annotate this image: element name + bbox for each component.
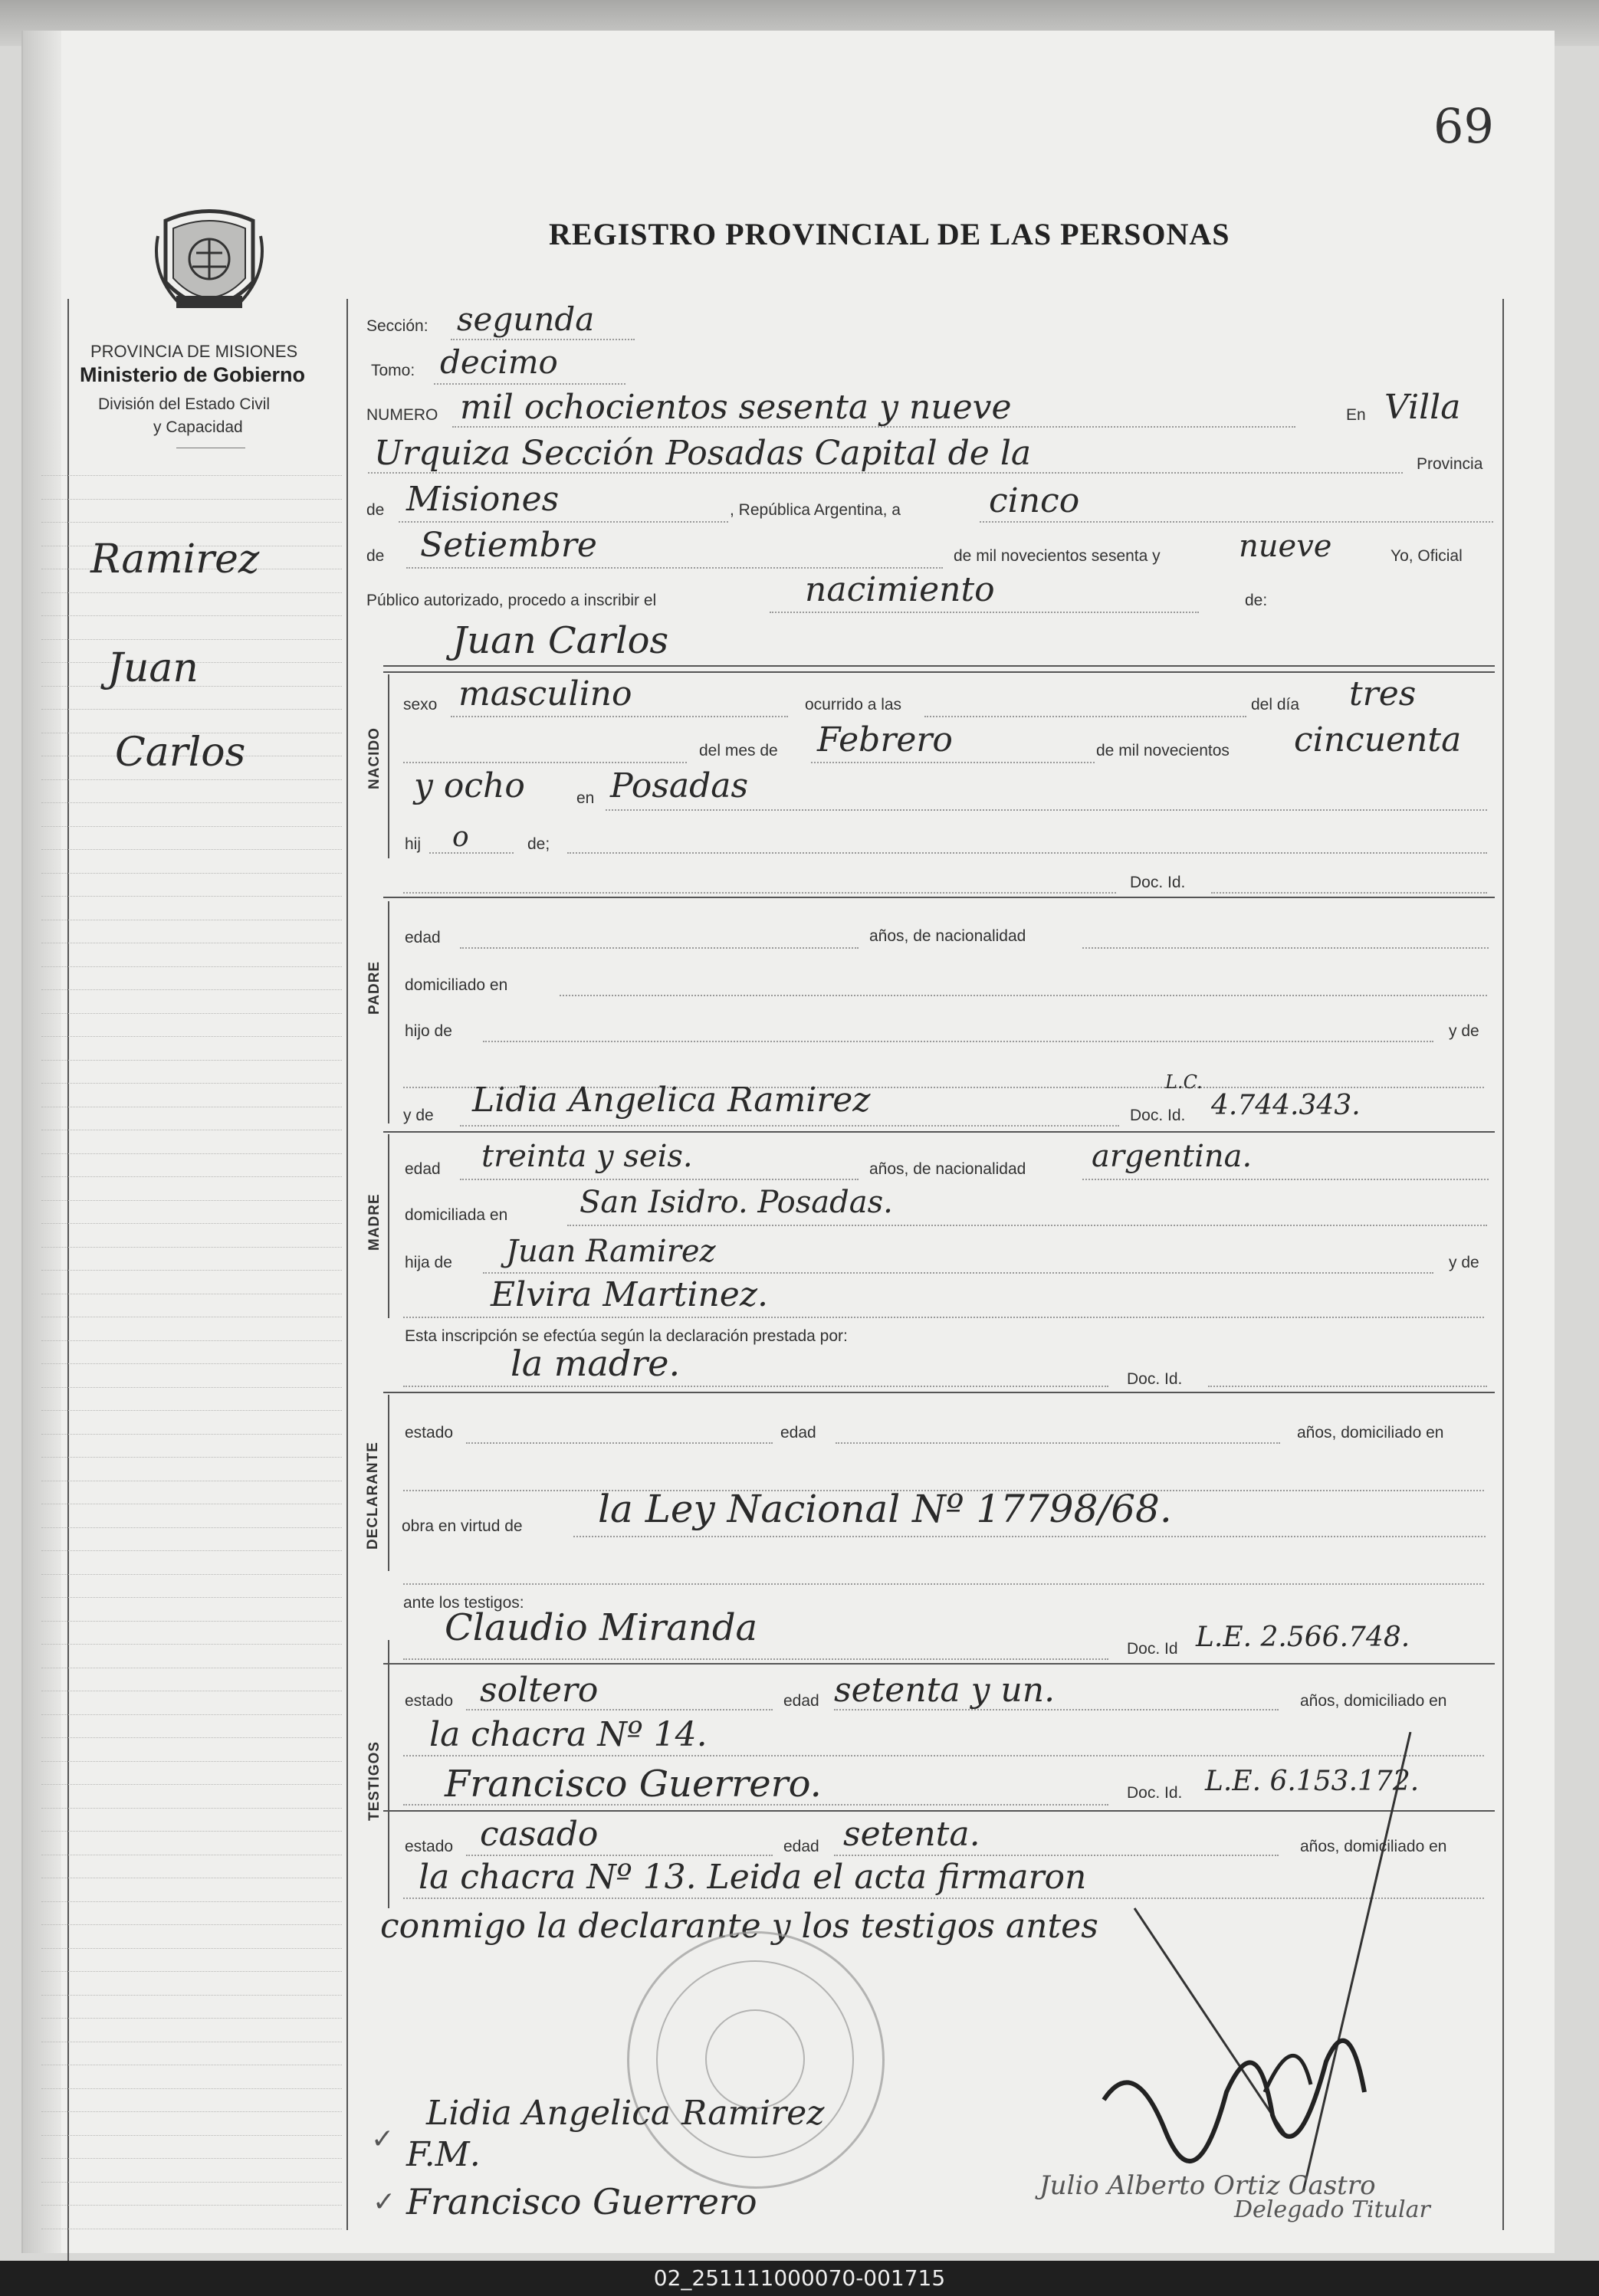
signature-witness1: F.M. — [406, 2135, 481, 2174]
margin-note-surname: Ramirez — [90, 536, 260, 582]
margin-rule-line — [41, 1737, 342, 1738]
madre-nacionalidad-value: argentina. — [1092, 1139, 1253, 1174]
margin-rule-line — [41, 966, 342, 967]
testigo2-name-line — [403, 1804, 1108, 1806]
margin-rule-line — [41, 1971, 342, 1972]
margin-rule-line — [41, 849, 342, 850]
declarante-top-rule — [383, 1392, 1495, 1393]
anio-value: cincuenta — [1294, 720, 1462, 759]
testigo1-doc-value: L.E. 2.566.748. — [1196, 1622, 1410, 1653]
declarante-bracket — [388, 1395, 389, 1571]
margin-rule-line — [41, 2158, 342, 2159]
margin-rule-line — [41, 779, 342, 780]
madre-edad-line — [460, 1179, 859, 1180]
madre-name: Lidia Angelica Ramirez — [472, 1081, 871, 1120]
margin-rule-line — [41, 2111, 342, 2112]
org-line3: División del Estado Civil — [98, 395, 271, 413]
margin-rule-line — [41, 989, 342, 990]
madre-padre-value: Juan Ramirez — [506, 1234, 716, 1269]
page-title: REGISTRO PROVINCIAL DE LAS PERSONAS — [549, 217, 1230, 251]
month-line — [406, 567, 943, 569]
madre-doc-prefix: L.C. — [1165, 1071, 1203, 1093]
margin-rule-line — [41, 1083, 342, 1084]
testigo2-estado-value: casado — [480, 1815, 599, 1854]
margin-rule-line — [41, 1153, 342, 1154]
mes-value: Febrero — [817, 720, 953, 759]
testigo1-edad-label: edad — [783, 1692, 819, 1710]
day-line — [980, 521, 1493, 523]
margin-note-secondname: Carlos — [115, 730, 246, 776]
margin-rule-line — [41, 1924, 342, 1925]
margin-rule-line — [41, 1060, 342, 1061]
padre-edad-label: edad — [405, 929, 441, 946]
footer-code: 02_251111000070-001715 — [0, 2261, 1599, 2296]
official-name: Julio Alberto Ortiz Castro — [1039, 2170, 1376, 2201]
oficial-label: Yo, Oficial — [1391, 547, 1463, 565]
doc-pre-line — [403, 892, 1116, 894]
act-value: nacimiento — [805, 570, 995, 609]
margin-rule-line — [41, 1808, 342, 1809]
hijo-de-line — [567, 852, 1487, 854]
testigo2-doc-label: Doc. Id. — [1127, 1784, 1183, 1802]
place-line — [368, 472, 1403, 474]
madre-nacionalidad-line — [1082, 1179, 1489, 1180]
ocurrido-line — [924, 716, 1246, 717]
inscripcion-label: Esta inscripción se efectúa según la declaración prestada por: — [405, 1327, 848, 1345]
padre-anos-label: años, de nacionalidad — [869, 927, 1026, 945]
seccion-line — [451, 339, 635, 340]
testigo2-dom-value: la chacra Nº 13. Leida el acta firmaron — [419, 1858, 1087, 1897]
margin-rule-line — [41, 1340, 342, 1341]
declarante-estado-label: estado — [405, 1424, 454, 1442]
anio-value-continued: y ocho — [414, 766, 525, 805]
del-dia-label: del día — [1251, 696, 1300, 713]
coat-of-arms-icon — [150, 205, 268, 330]
declarante-edad-line — [836, 1442, 1280, 1444]
year-value: nueve — [1239, 529, 1332, 564]
closing-text: conmigo la declarante y los testigos antes — [380, 1907, 1098, 1946]
sexo-label: sexo — [403, 696, 438, 713]
nacido-name-line — [383, 665, 1495, 667]
declarante-estado-line — [466, 1442, 773, 1444]
margin-rule-line — [41, 1527, 342, 1528]
hijo-label: hij — [405, 835, 422, 853]
anio-label: de mil novecientos — [1096, 742, 1230, 759]
margin-rule-line — [41, 522, 342, 523]
testigo1-doc-label: Doc. Id — [1127, 1640, 1178, 1658]
republica-label: , República Argentina, a — [730, 501, 901, 519]
padre-edad-line — [460, 947, 859, 949]
numero-value: mil ochocientos sesenta y nueve — [460, 388, 1012, 427]
testigo1-estado-line — [466, 1709, 773, 1711]
place-value: Urquiza Sección Posadas Capital de la — [374, 434, 1032, 473]
madre-domicilio-value: San Isidro. Posadas. — [580, 1185, 893, 1220]
tomo-label: Tomo: — [371, 362, 415, 379]
seccion-value: segunda — [457, 300, 595, 338]
margin-rule-line — [41, 1574, 342, 1575]
tick-mark-1: ✓ — [371, 2123, 395, 2154]
margin-note-firstname: Juan — [107, 645, 199, 691]
margin-rule-line — [41, 2088, 342, 2089]
declarante-doc-label: Doc. Id. — [1127, 1370, 1183, 1388]
tomo-line — [434, 383, 625, 385]
nacido-doc-line — [1211, 892, 1487, 894]
madre-name-line — [460, 1125, 1119, 1127]
declarante-section-label: DECLARANTE — [365, 1442, 381, 1550]
ocurrido-label: ocurrido a las — [805, 696, 902, 713]
testigo1-name: Claudio Miranda — [445, 1606, 758, 1649]
margin-rule-line — [41, 1714, 342, 1715]
madre-domicilio-line — [567, 1225, 1487, 1226]
madre-section-label: MADRE — [366, 1193, 383, 1251]
margin-rule-line — [41, 826, 342, 827]
year-label: de mil novecientos sesenta y — [954, 547, 1161, 565]
margin-rule-line — [41, 1200, 342, 1201]
nacido-doc-label: Doc. Id. — [1130, 874, 1186, 891]
margin-rule-line — [41, 499, 342, 500]
hijo-value: o — [452, 822, 469, 853]
testigo2-edad-label: edad — [783, 1838, 819, 1855]
testigo2-name: Francisco Guerrero. — [445, 1763, 822, 1806]
madre-y-de2-label: y de — [1449, 1254, 1479, 1271]
obra-extra-line — [403, 1583, 1484, 1585]
testigo1-edad-line — [834, 1709, 1279, 1711]
margin-rule-line — [41, 1948, 342, 1949]
margin-rule-line — [41, 2205, 342, 2206]
testigo1-name-line — [403, 1658, 1108, 1660]
padre-hijo-de-label: hijo de — [405, 1022, 452, 1040]
madre-doc-label: Doc. Id. — [1130, 1107, 1186, 1124]
margin-rule-line — [41, 1036, 342, 1037]
province-value: Misiones — [406, 480, 560, 519]
book-spine — [23, 31, 61, 2253]
ante-testigos-label: ante los testigos: — [403, 1594, 524, 1612]
margin-rule-line — [41, 1223, 342, 1224]
margin-rule-line — [41, 1013, 342, 1014]
padre-bracket — [388, 901, 389, 1123]
testigo2-estado-label: estado — [405, 1838, 454, 1855]
madre-edad-label: edad — [405, 1160, 441, 1178]
testigo1-estado-value: soltero — [480, 1671, 599, 1710]
margin-rule-line — [41, 1901, 342, 1902]
margin-rule-line — [41, 1410, 342, 1411]
padre-hijo-de-line — [483, 1041, 1433, 1042]
margin-rule-line — [41, 802, 342, 803]
nacido-bracket — [388, 674, 389, 858]
margin-rule-line — [41, 475, 342, 476]
testigo2-estado-line — [466, 1855, 773, 1856]
numero-line — [452, 426, 1295, 428]
org-line1: PROVINCIA DE MISIONES — [90, 342, 298, 361]
testigos-section-label: TESTIGOS — [366, 1740, 383, 1821]
margin-rule-line — [41, 615, 342, 616]
margin-rule-line — [41, 1784, 342, 1785]
page-number: 69 — [1433, 98, 1494, 154]
margin-rule-line — [41, 1434, 342, 1435]
padre-domicilio-label: domiciliado en — [405, 976, 508, 994]
declarante-anos-label: años, domiciliado en — [1297, 1424, 1444, 1442]
obra-label: obra en virtud de — [402, 1517, 523, 1535]
publico-label: Público autorizado, procedo a inscribir el — [366, 592, 657, 609]
madre-padre-line — [483, 1272, 1433, 1274]
nacido-name: Juan Carlos — [452, 619, 669, 662]
testigo2-doc-value: L.E. 6.153.172. — [1205, 1766, 1420, 1797]
day-value: cinco — [989, 481, 1080, 520]
margin-rule-line — [41, 592, 342, 593]
margin-rule-line — [41, 1621, 342, 1622]
madre-y-de-label: y de — [403, 1107, 434, 1124]
madre-madre-line — [403, 1317, 1484, 1318]
testigos-bracket — [388, 1640, 389, 1908]
padre-top-rule — [383, 897, 1495, 898]
org-line4: y Capacidad — [153, 418, 243, 436]
margin-rule-line — [41, 709, 342, 710]
margin-rule-line — [41, 1363, 342, 1364]
nacido-top-rule — [383, 671, 1495, 673]
declarante-edad-label: edad — [780, 1424, 816, 1442]
official-signature-flourish — [1073, 1732, 1502, 2238]
hijo-line — [429, 852, 514, 854]
form-frame-right — [1502, 299, 1504, 2230]
mes-label: del mes de — [699, 742, 778, 759]
margin-rule-line — [41, 1247, 342, 1248]
seccion-label: Sección: — [366, 317, 428, 335]
signature-witness2: Francisco Guerrero — [406, 2181, 757, 2222]
margin-rule-line — [41, 1387, 342, 1388]
margin-rule-line — [41, 1831, 342, 1832]
sexo-line — [451, 716, 788, 717]
madre-bracket — [388, 1134, 389, 1318]
margin-rule-line — [41, 2135, 342, 2136]
de2-label: de — [366, 547, 385, 565]
de-label: de — [366, 501, 385, 519]
margin-frame-right — [346, 299, 348, 2230]
padre-section-label: PADRE — [366, 960, 383, 1015]
margin-rule-line — [41, 639, 342, 640]
org-line2: Ministerio de Gobierno — [80, 363, 306, 386]
margin-rule-line — [41, 896, 342, 897]
lugar-value: Posadas — [610, 766, 749, 805]
sexo-value: masculino — [458, 674, 632, 713]
testigo1-anos-label: años, domiciliado en — [1300, 1692, 1447, 1710]
month-value: Setiembre — [420, 526, 597, 565]
madre-hija-de-label: hija de — [405, 1254, 452, 1271]
declarante-por-line — [403, 1386, 1108, 1387]
madre-anos-label: años, de nacionalidad — [869, 1160, 1026, 1178]
province-line — [399, 521, 728, 523]
act-line — [770, 612, 1199, 613]
testigo1-dom-value: la chacra Nº 14. — [429, 1715, 708, 1754]
margin-frame-left — [67, 299, 69, 2261]
official-title: Delegado Titular — [1234, 2196, 1430, 2223]
hijo-de-label: de; — [527, 835, 550, 853]
tick-mark-2: ✓ — [373, 2186, 396, 2217]
madre-doc-value: 4.744.343. — [1211, 1090, 1361, 1121]
tomo-value: decimo — [440, 343, 558, 381]
obra-line — [573, 1536, 1486, 1537]
de3-label: de: — [1245, 592, 1268, 609]
declarante-doc-line — [1208, 1386, 1487, 1387]
en-label: En — [1346, 406, 1366, 424]
padre-nac-line — [1082, 947, 1489, 949]
testigo1-estado-label: estado — [405, 1692, 454, 1710]
margin-rule-line — [41, 1644, 342, 1645]
margin-rule-line — [41, 1761, 342, 1762]
madre-madre-value: Elvira Martinez. — [491, 1275, 768, 1314]
en-value: Villa — [1384, 388, 1461, 427]
margin-rule-line — [41, 1176, 342, 1177]
numero-label: NUMERO — [366, 406, 438, 424]
madre-edad-value: treinta y seis. — [481, 1139, 693, 1174]
obra-value: la Ley Nacional Nº 17798/68. — [598, 1487, 1172, 1531]
margin-rule-line — [41, 1457, 342, 1458]
padre-domicilio-line — [560, 995, 1487, 996]
margin-rule-line — [41, 1550, 342, 1551]
margin-rule-line — [41, 1270, 342, 1271]
margin-rule-line — [41, 1597, 342, 1598]
testigo1-edad-value: setenta y un. — [834, 1671, 1056, 1710]
margin-rule-line — [41, 1995, 342, 1996]
testigo2-anos-label: años, domiciliado en — [1300, 1838, 1447, 1855]
mes-pre-line — [403, 762, 687, 763]
padre-y-de-label: y de — [1449, 1022, 1479, 1040]
madre-top-rule — [383, 1131, 1495, 1133]
nacido-section-label: NACIDO — [366, 727, 383, 789]
testigos-top-rule — [383, 1663, 1495, 1665]
dia-value: tres — [1349, 674, 1417, 713]
testigo2-edad-value: setenta. — [843, 1815, 980, 1854]
signature-mother: Lidia Angelica Ramirez — [426, 2094, 825, 2133]
provincia-label: Provincia — [1417, 455, 1483, 473]
mes-line — [811, 762, 1095, 763]
declarante-por-value: la madre. — [511, 1343, 681, 1384]
madre-domicilio-label: domiciliada en — [405, 1206, 508, 1224]
margin-rule-line — [41, 2182, 342, 2183]
lugar-line — [606, 809, 1487, 811]
margin-rule-line — [41, 2018, 342, 2019]
en-born-label: en — [576, 789, 595, 807]
margin-rule-line — [41, 873, 342, 874]
